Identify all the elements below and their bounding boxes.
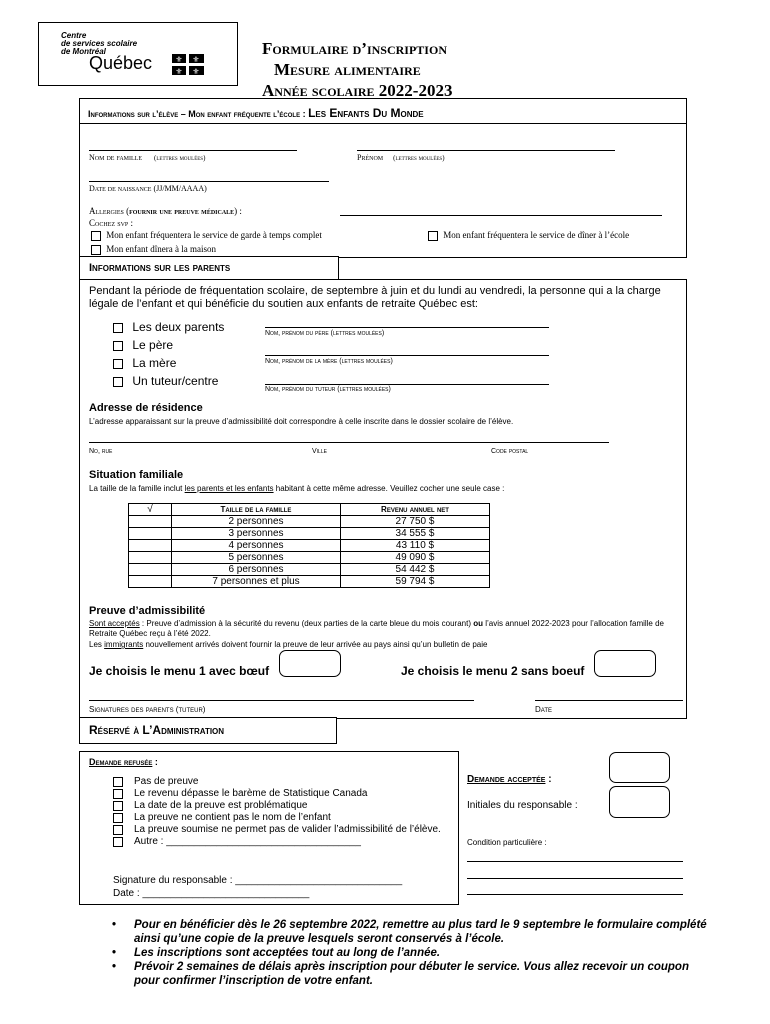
check-column-header: √ — [129, 504, 172, 516]
school-year: Année scolaire 2022-2023 — [262, 81, 453, 100]
option-both-parents: Les deux parents — [132, 320, 225, 334]
mother-name-field[interactable] — [265, 355, 549, 356]
checkbox-both-parents[interactable] — [113, 323, 123, 333]
checkbox-no-child-name[interactable] — [113, 813, 123, 823]
quebec-flag-icon — [172, 54, 204, 75]
birth-date-field[interactable] — [89, 181, 329, 182]
les-text: Les — [89, 640, 105, 649]
logo-line-1: Centre — [61, 31, 87, 40]
table-row — [129, 564, 490, 576]
parents-signature-label: Signatures des parents (tuteur) — [89, 705, 206, 714]
last-name-label: Nom de famille — [89, 153, 142, 162]
svg-text:⚜: ⚜ — [175, 67, 183, 75]
family-note-post: habitant à cette même adresse. Veuillez cocher une seule case : — [273, 484, 505, 493]
initials-label: Initiales du responsable : — [467, 800, 578, 811]
menu2-checkbox[interactable] — [594, 650, 656, 677]
row-check-cell[interactable] — [129, 516, 172, 528]
last-name-hint: (lettres moulées) — [154, 154, 206, 162]
reason-other: Autre : ___________________________________ — [134, 836, 361, 847]
family-note-pre: La taille de la famille inclut — [89, 484, 185, 493]
table-row — [129, 540, 490, 552]
income-cell: 54 442 $ — [341, 564, 490, 576]
school-name: Les Enfants Du Monde — [308, 106, 424, 120]
father-name-label: Nom, prénom du père (lettres moulées) — [265, 330, 385, 337]
size-cell: 3 personnes — [172, 528, 341, 540]
initials-field[interactable] — [609, 786, 670, 818]
table-row — [129, 516, 490, 528]
allergies-end: ) : — [234, 206, 242, 216]
size-cell: 2 personnes — [172, 516, 341, 528]
ou-text: ou — [473, 619, 483, 628]
condition-line-2[interactable] — [467, 878, 683, 879]
size-cell: 6 personnes — [172, 564, 341, 576]
income-cell: 34 555 $ — [341, 528, 490, 540]
allergies-label: Allergies ( — [89, 206, 130, 216]
mother-name-label: Nom, prénom de la mère (lettres moulées) — [265, 358, 393, 365]
checkbox-father[interactable] — [113, 341, 123, 351]
tutor-name-field[interactable] — [265, 384, 549, 385]
student-header: Informations sur l’élève – Mon enfant fréquente l’école : — [88, 109, 309, 119]
responsible-date[interactable]: Date : ______________________________ — [113, 888, 310, 899]
city-label: Ville — [312, 448, 327, 455]
reason-no-child-name: La preuve ne contient pas le nom de l’enfant — [134, 812, 331, 823]
reason-date-problem: La date de la preuve est problématique — [134, 800, 308, 811]
checkbox-no-proof[interactable] — [113, 777, 123, 787]
option-mother: La mère — [132, 356, 177, 370]
option-father: Le père — [132, 338, 174, 352]
proof-title: Preuve d’admissibilité — [89, 605, 206, 617]
family-title: Situation familiale — [89, 469, 184, 481]
refused-title: Demande refusée — [89, 757, 153, 767]
size-cell: 7 personnes et plus — [172, 576, 341, 588]
income-cell: 43 110 $ — [341, 540, 490, 552]
table-row — [129, 552, 490, 564]
address-note: L’adresse apparaissant sur la preuve d’admissibilité doit correspondre à celle inscrite dans le dossier scolaire de l’élève. — [89, 417, 514, 426]
refused-colon: : — [152, 757, 158, 767]
menu1-checkbox[interactable] — [279, 650, 341, 677]
svg-text:⚜: ⚜ — [192, 67, 200, 75]
row-check-cell[interactable] — [129, 576, 172, 588]
check-instruction: Cochez svp : — [89, 218, 134, 228]
postal-label: Code postal — [491, 448, 529, 455]
reason-cannot-validate: La preuve soumise ne permet pas de valider l’admissibilité de l’élève. — [134, 824, 441, 835]
first-name-hint: (lettres moulées) — [393, 154, 445, 162]
option-tutor: Un tuteur/centre — [132, 374, 219, 388]
reason-no-proof: Pas de preuve — [134, 776, 199, 787]
condition-line-3[interactable] — [467, 894, 683, 895]
street-label: No, rue — [89, 448, 113, 455]
income-table — [128, 503, 490, 588]
immigrants-note: nouvellement arrivés doivent fournir la preuve de leur arrivée au pays ainsi qu’un bulletin de paie — [143, 640, 488, 649]
svg-text:⚜: ⚜ — [175, 55, 183, 64]
responsible-signature[interactable]: Signature du responsable : ______________________________ — [113, 875, 403, 886]
row-check-cell[interactable] — [129, 552, 172, 564]
table-row — [129, 576, 490, 588]
signature-date-field[interactable] — [535, 700, 683, 701]
size-cell: 5 personnes — [172, 552, 341, 564]
accepted-label: Sont acceptés — [89, 619, 140, 628]
logo-line-3: de Montréal — [61, 47, 106, 56]
note-registration: • Les inscriptions sont acceptées tout au long de l’année. — [110, 946, 710, 960]
income-column-header: Revenu annuel net — [341, 504, 490, 516]
checkbox-diner[interactable] — [428, 231, 438, 241]
logo — [38, 22, 238, 86]
income-cell: 59 794 $ — [341, 576, 490, 588]
income-cell: 27 750 $ — [341, 516, 490, 528]
first-name-field[interactable] — [357, 150, 615, 151]
tutor-name-label: Nom, prénom du tuteur (lettres moulées) — [265, 386, 391, 393]
checkbox-date-problem[interactable] — [113, 801, 123, 811]
father-name-field[interactable] — [265, 327, 549, 328]
menu2-label: Je choisis le menu 2 sans boeuf — [401, 664, 585, 678]
accepted-text: : Preuve d’admission à la sécurité du revenu (deux parties de la carte bleue du mois courant) — [139, 619, 474, 628]
note-deadline: • Pour en bénéficier dès le 26 septembre 2022, remettre au plus tard le 9 septembre le formulaire complété ainsi qu’une copie de la preuve lesquels seront conservés à l’école. — [110, 918, 710, 946]
checkbox-income-exceeds[interactable] — [113, 789, 123, 799]
address-title: Adresse de résidence — [89, 402, 203, 414]
signature-date-label: Date — [535, 705, 553, 714]
table-header-row — [129, 504, 490, 516]
parents-signature-field[interactable] — [89, 700, 474, 701]
checkbox-other[interactable] — [113, 837, 123, 847]
logo-brand: Québec — [89, 53, 153, 73]
row-check-cell[interactable] — [129, 528, 172, 540]
condition-line-1[interactable] — [467, 861, 683, 862]
parents-header: Informations sur les parents — [89, 262, 231, 274]
checkbox-maison[interactable] — [91, 245, 101, 255]
checkbox-tutor[interactable] — [113, 377, 123, 387]
accepted-title: Demande acceptée — [467, 774, 546, 785]
checkbox-mother[interactable] — [113, 359, 123, 369]
form-subtitle: Mesure alimentaire — [274, 60, 421, 79]
first-name-label: Prénom — [357, 153, 384, 162]
option-garde-label: Mon enfant fréquentera le service de garde à temps complet — [106, 230, 322, 240]
accepted-text-2: l’avis annuel 2022-2023 pour l’allocation famille de Retraite Québec reçu à l’été 2022. — [89, 619, 665, 638]
notes-list — [110, 918, 710, 988]
last-name-field[interactable] — [89, 150, 297, 151]
size-column-header: Taille de la famille — [172, 504, 341, 516]
allergies-field[interactable] — [340, 215, 662, 216]
svg-text:⚜: ⚜ — [192, 55, 200, 64]
accepted-colon: : — [545, 774, 552, 785]
allergies-proof: fournir une preuve médicale — [129, 206, 235, 216]
form-title: Formulaire d’inscription — [262, 39, 447, 58]
size-cell: 4 personnes — [172, 540, 341, 552]
reason-income-exceeds: Le revenu dépasse le barème de Statistique Canada — [134, 788, 368, 799]
option-diner-label: Mon enfant fréquentera le service de dîner à l’école — [443, 230, 630, 240]
immigrants-text: immigrants — [104, 640, 144, 649]
accepted-checkbox[interactable] — [609, 752, 670, 783]
row-check-cell[interactable] — [129, 540, 172, 552]
menu1-label: Je choisis le menu 1 avec bœuf — [89, 664, 270, 678]
condition-label: Condition particulière : — [467, 838, 547, 847]
checkbox-cannot-validate[interactable] — [113, 825, 123, 835]
row-check-cell[interactable] — [129, 564, 172, 576]
admin-header: Réservé à L’Administration — [89, 723, 225, 737]
note-delay: • Prévoir 2 semaines de délais après inscription pour débuter le service. Vous allez recevoir un coupon pour confirmer l’inscription de votre enfant. — [110, 960, 710, 988]
table-row — [129, 528, 490, 540]
checkbox-garde[interactable] — [91, 231, 101, 241]
family-note-underlined: les parents et les enfants — [184, 484, 274, 493]
income-cell: 49 090 $ — [341, 552, 490, 564]
birth-date-label: Date de naissance (JJ/MM/AAAA) — [89, 184, 207, 193]
parents-intro: Pendant la période de fréquentation scolaire, de septembre à juin et du lundi au vendredi, la personne qui a la charge légale de l’enfant et qui bénéficie du soutien aux enfants de retraite Québec est: — [89, 285, 661, 310]
option-maison-label: Mon enfant dînera à la maison — [106, 244, 216, 254]
logo-line-2: de services scolaire — [61, 39, 138, 48]
address-field[interactable] — [89, 442, 609, 443]
